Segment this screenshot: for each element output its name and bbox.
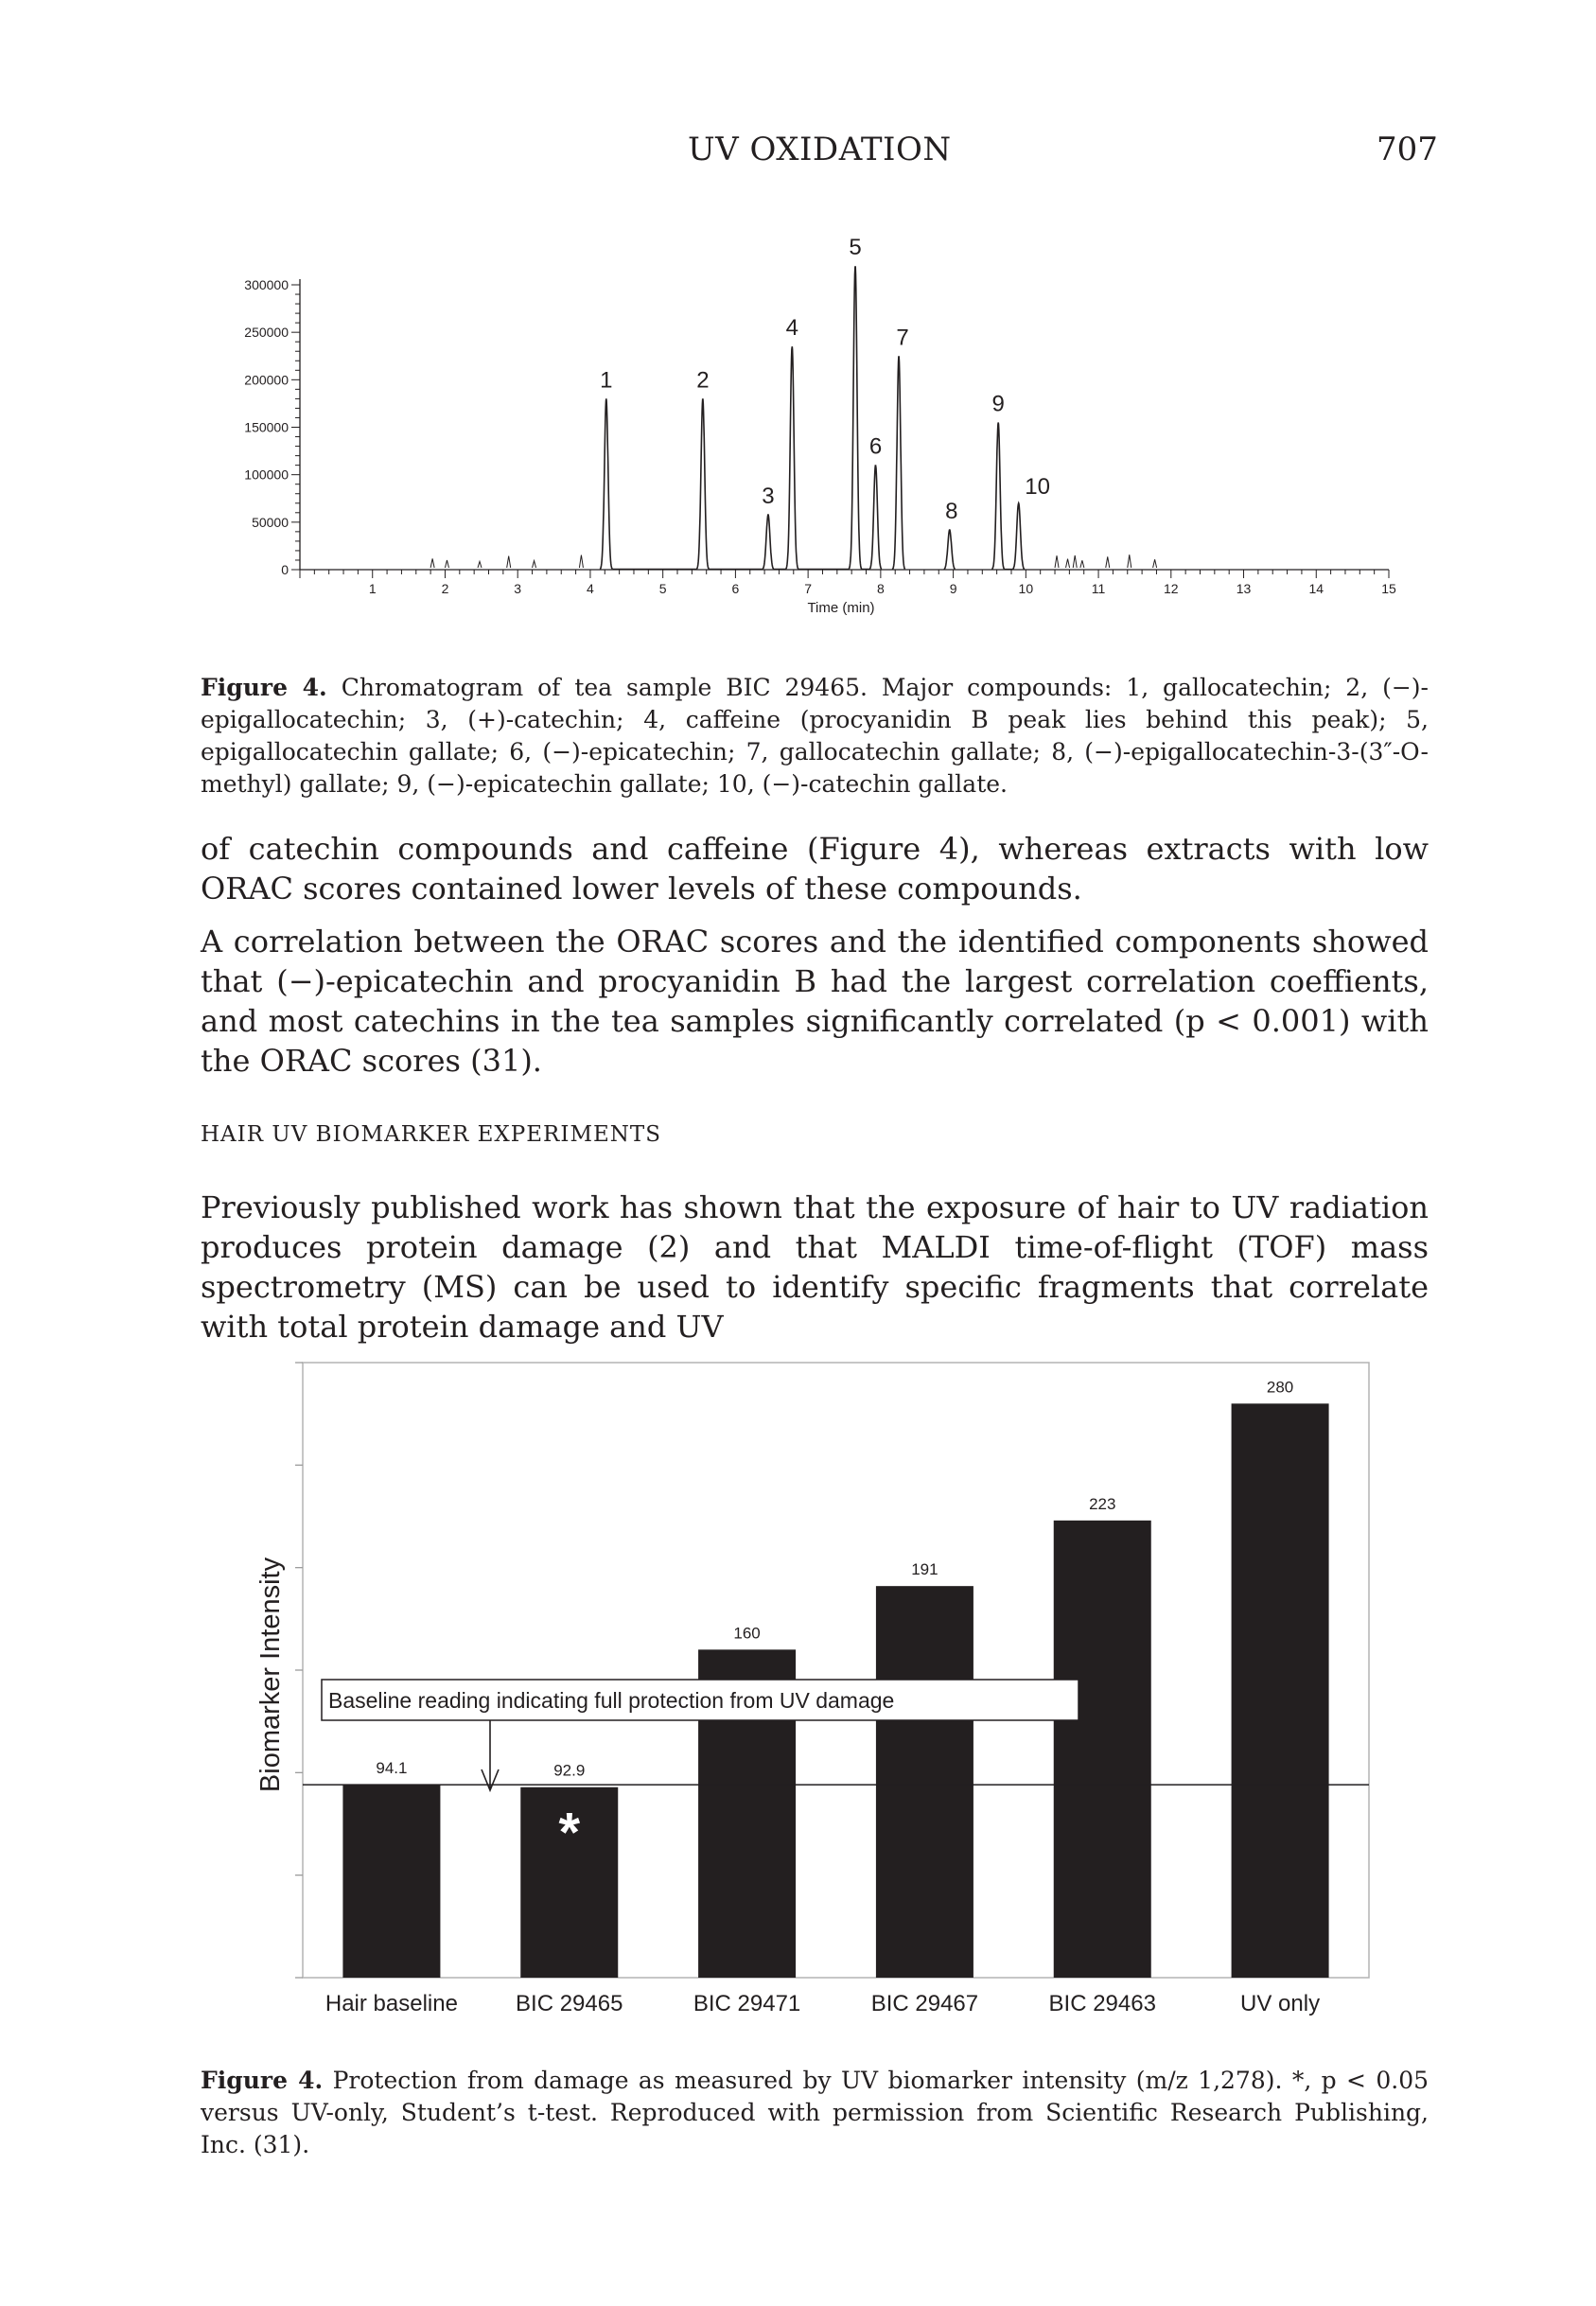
chromatogram-minor-peak (507, 556, 511, 568)
chromatogram-y-tick-label: 200000 (244, 372, 289, 388)
chromatogram-peak-label: 1 (600, 367, 613, 394)
bar (876, 1586, 973, 1978)
chromatogram-peak-label: 10 (1025, 473, 1051, 500)
chromatogram-x-tick-label: 1 (368, 581, 377, 596)
baseline-annotation-arrow (482, 1720, 499, 1790)
chromatogram-y-tick-label: 100000 (244, 466, 289, 483)
chromatogram-x-tick-label: 2 (441, 581, 449, 596)
chromatogram-trace (600, 267, 1025, 570)
chromatogram-x-tick-label: 15 (1381, 581, 1396, 596)
body-paragraph-2: A correlation between the ORAC scores and the identified components showed that (−)-epicatechin and procyanidin B had the largest correlation coeffients, and most catechins in the tea samples significantly correlated (p < 0.001) with the ORAC scores (31). (201, 924, 1429, 1079)
chromatogram-chart (208, 227, 1400, 625)
chromatogram-peak-label: 6 (868, 433, 883, 460)
chromatogram-peak-label: 8 (945, 498, 958, 524)
bar-category-label: Hair baseline (324, 1991, 458, 2016)
bar-category-label: BIC 29465 (516, 1991, 623, 2016)
chromatogram-minor-peak (445, 560, 448, 568)
body-paragraph-3: Previously published work has shown that the exposure of hair to UV radiation produces protein damage (2) and that MALDI time-of-flight (TOF) mass spectrometry (MS) can be used to identify specific fragments that correlate with total protein damage and UV (201, 1189, 1429, 1345)
bar-value-label: 280 (1266, 1378, 1294, 1397)
bar-value-label: 160 (733, 1624, 761, 1643)
bar-chart-y-axis-label: Biomarker Intensity (255, 1557, 286, 1793)
chromatogram-minor-peaks (430, 554, 1156, 568)
chromatogram-minor-peak (478, 561, 482, 568)
chromatogram-x-tick-label: 11 (1091, 581, 1106, 596)
body-paragraph-1: of catechin compounds and caffeine (Figure 4), whereas extracts with low ORAC scores contained lower levels of these compounds. (201, 831, 1429, 907)
chromatogram-x-tick-label: 14 (1308, 581, 1324, 596)
running-title: UV OXIDATION (688, 131, 952, 168)
chromatogram-minor-peak (1106, 556, 1110, 568)
chromatogram-x-tick-label: 3 (514, 581, 522, 596)
chromatogram-minor-peak (1066, 559, 1070, 568)
chromatogram-x-tick-label: 10 (1018, 581, 1034, 596)
chromatogram-minor-peak (1073, 555, 1077, 568)
bar-category-label: BIC 29471 (693, 1991, 801, 2016)
chromatogram-caption-text: Chromatogram of tea sample BIC 29465. Major compounds: 1, gallocatechin; 2, (−)-epigallocatechin; 3, (+)-catechin; 4, caffeine (procyanidin B peak lies behind this peak); 5, epigallocatechin gallate; 6, (−)-epicatechin; 7, gallocatechin gallate; 8, (−)-epigallocatechin-3-(3″-O-methyl) gallate; 9, (−)-epicatechin gallate; 10, (−)-catechin gallate. (201, 674, 1429, 798)
chromatogram-minor-peak (1080, 560, 1084, 568)
chromatogram-x-tick-label: 7 (804, 581, 813, 596)
chromatogram-peak-label: 9 (991, 391, 1005, 417)
chromatogram-y-tick-label: 0 (281, 562, 289, 577)
page-number: 707 (1377, 131, 1438, 168)
bar (342, 1785, 440, 1978)
bar-category-label: UV only (1240, 1991, 1321, 2016)
bar-chart-caption-label: Figure 4. (201, 2067, 324, 2094)
chromatogram-peak-labels (600, 235, 1050, 524)
bar (1232, 1403, 1329, 1978)
chromatogram-minor-peak (579, 555, 583, 568)
chromatogram-caption-label: Figure 4. (201, 674, 327, 701)
chromatogram-caption (201, 672, 1429, 801)
chromatogram-peak-label: 5 (849, 234, 862, 260)
chromatogram-y-tick-label: 300000 (244, 277, 289, 292)
chromatogram-x-tick-label: 9 (949, 581, 957, 596)
bar-value-label: 223 (1089, 1494, 1116, 1513)
chromatogram-y-tick-label: 50000 (252, 514, 289, 530)
bar-chart-y-ticks (295, 1363, 303, 1978)
bar-category-label: BIC 29467 (870, 1991, 979, 2016)
chromatogram-minor-peak (533, 561, 536, 568)
bar-chart-caption-text: Protection from damage as measured by UV biomarker intensity (m/z 1,278). *, p < 0.05 versus UV-only, Student’s t-test. Reproduced with permission from Scientific Research Publishing, Inc. (31). (201, 2067, 1429, 2158)
chromatogram-x-tick-label: 6 (731, 581, 740, 596)
bar-value-label: 191 (911, 1560, 938, 1579)
bar-chart-plot-frame (303, 1363, 1369, 1978)
bar-value-label: 94.1 (376, 1759, 408, 1778)
chromatogram-peak-label: 2 (696, 367, 710, 394)
baseline-annotation-text: Baseline reading indicating full protection from UV damage (328, 1688, 895, 1713)
chromatogram-minor-peak (1153, 559, 1157, 568)
section-heading: HAIR UV BIOMARKER EXPERIMENTS (201, 1122, 662, 1147)
bar-value-label: 92.9 (553, 1761, 586, 1780)
significance-asterisk: * (558, 1802, 581, 1864)
chromatogram-axes (244, 277, 1396, 596)
chromatogram-x-axis-label: Time (min) (807, 600, 875, 616)
chromatogram-y-tick-label: 250000 (244, 325, 289, 341)
chromatogram-x-tick-label: 8 (876, 581, 885, 596)
chromatogram-minor-peak (430, 558, 434, 568)
chromatogram-x-tick-label: 4 (587, 581, 594, 596)
bar (1054, 1521, 1151, 1978)
chromatogram-x-tick-label: 13 (1236, 581, 1252, 596)
chromatogram-x-tick-label: 12 (1164, 581, 1179, 596)
bar-category-label: BIC 29463 (1048, 1991, 1156, 2016)
biomarker-bar-chart (246, 1353, 1419, 2025)
chromatogram-peak-label: 4 (785, 315, 798, 342)
chromatogram-x-tick-label: 5 (658, 581, 667, 596)
chromatogram-peak-label: 7 (896, 325, 909, 351)
chromatogram-y-tick-label: 150000 (244, 419, 289, 435)
chromatogram-minor-peak (1128, 554, 1131, 568)
bar-chart-caption (201, 2065, 1429, 2161)
chromatogram-minor-peak (1055, 555, 1059, 568)
chromatogram-peak-label: 3 (762, 483, 775, 509)
